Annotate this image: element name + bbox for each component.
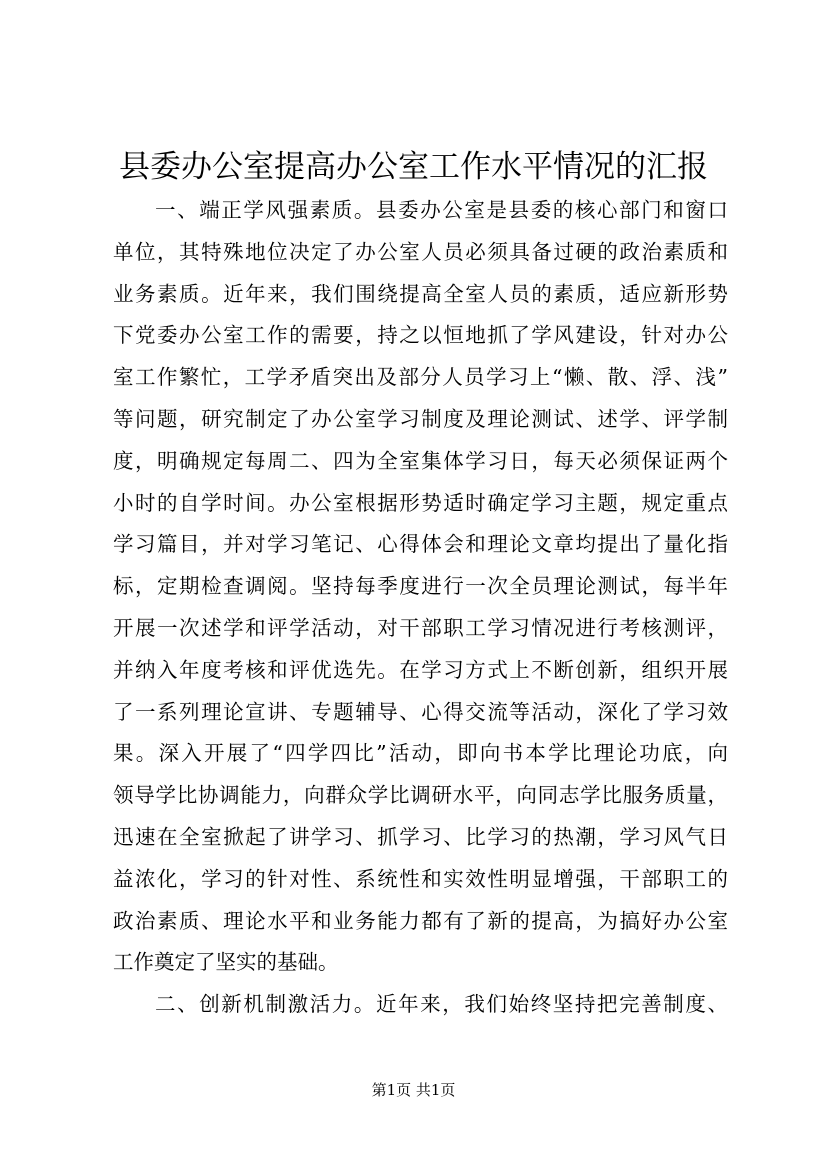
text-line: 度，明确规定每周二、四为全室集体学习日，每天必须保证两个	[113, 448, 728, 473]
text-line: 等问题，研究制定了办公室学习制度及理论测试、述学、评学制	[113, 406, 728, 431]
page-footer: 第1页 共1页	[371, 1081, 456, 1099]
text-line: 业务素质。近年来，我们围绕提高全室人员的素质，适应新形势	[113, 281, 728, 306]
text-line: 迅速在全室掀起了讲学习、抓学习、比学习的热潮，学习风气日	[113, 824, 728, 849]
text-line: 开展一次述学和评学活动，对干部职工学习情况进行考核测评，	[113, 615, 728, 640]
text-line: 单位，其特殊地位决定了办公室人员必须具备过硬的政治素质和	[113, 239, 728, 264]
text-line: 益浓化，学习的针对性、系统性和实效性明显增强，干部职工的	[113, 866, 728, 891]
text-line: 工作奠定了坚实的基础。	[113, 950, 339, 975]
text-line: 了一系列理论宣讲、专题辅导、心得交流等活动，深化了学习效	[113, 699, 728, 724]
document-body	[113, 190, 728, 1026]
paragraph-1	[113, 190, 728, 984]
text-line: 标，定期检查调阅。坚持每季度进行一次全员理论测试，每半年	[113, 574, 728, 599]
text-line: 一、端正学风强素质。县委办公室是县委的核心部门和窗口	[155, 198, 728, 222]
text-line: 室工作繁忙，工学矛盾突出及部分人员学习上“懒、散、浮、浅”	[113, 365, 728, 390]
text-line: 政治素质、理论水平和业务能力都有了新的提高，为搞好办公室	[113, 908, 728, 933]
text-line: 学习篇目，并对学习笔记、心得体会和理论文章均提出了量化指	[113, 532, 728, 557]
text-line: 下党委办公室工作的需要，持之以恒地抓了学风建设，针对办公	[113, 323, 728, 348]
text-line: 小时的自学时间。办公室根据形势适时确定学习主题，规定重点	[113, 490, 728, 515]
text-line: 领导学比协调能力，向群众学比调研水平，向同志学比服务质量，	[113, 783, 728, 808]
text-line: 果。深入开展了“四学四比”活动，即向书本学比理论功底，向	[113, 741, 728, 766]
paragraph-2	[113, 984, 728, 1026]
text-line: 并纳入年度考核和评优选先。在学习方式上不断创新，组织开展	[113, 657, 728, 682]
text-line: 二、创新机制激活力。近年来，我们始终坚持把完善制度、	[155, 992, 728, 1017]
document-title: 县委办公室提高办公室工作水平情况的汇报	[119, 149, 708, 185]
